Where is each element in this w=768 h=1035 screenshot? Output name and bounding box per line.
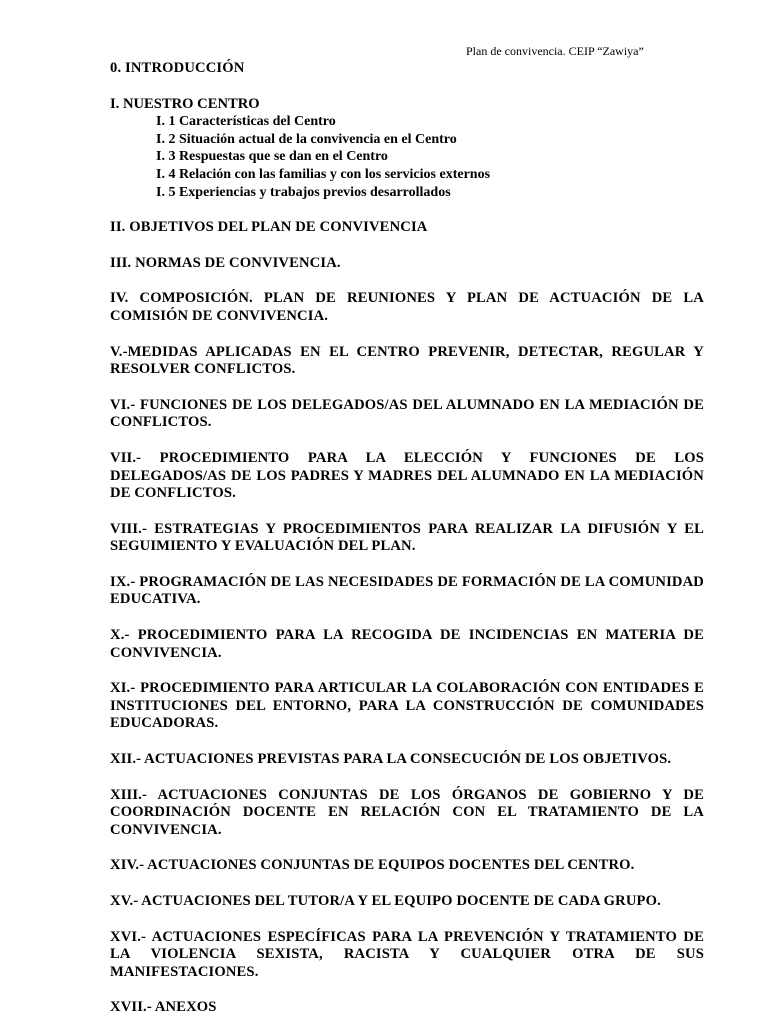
toc-item: IX.- PROGRAMACIÓN DE LAS NECESIDADES DE FORMACIÓN DE LA COMUNIDAD EDUCATIVA. [110, 573, 704, 608]
toc-subitem: I. 1 Características del Centro [156, 114, 336, 130]
toc-subitem: I. 4 Relación con las familias y con los servicios externos [156, 166, 491, 182]
toc-item-nuestro-centro: I. NUESTRO CENTRO [110, 95, 260, 112]
toc-item: VI.- FUNCIONES DE LOS DELEGADOS/AS DEL ALUMNADO EN LA MEDIACIÓN DE CONFLICTOS. [110, 396, 704, 431]
toc-item: XVII.- ANEXOS [110, 999, 217, 1016]
toc-item: XII.- ACTUACIONES PREVISTAS PARA LA CONSECUCIÓN DE LOS OBJETIVOS. [110, 751, 672, 768]
toc-item: II. OBJETIVOS DEL PLAN DE CONVIVENCIA [110, 219, 428, 236]
toc-item: IV. COMPOSICIÓN. PLAN DE REUNIONES Y PLAN DE ACTUACIÓN DE LA COMISIÓN DE CONVIVENCIA. [110, 290, 704, 324]
toc-section-nuestro-centro [110, 96, 704, 202]
toc-item: XV.- ACTUACIONES DEL TUTOR/A Y EL EQUIPO DOCENTE DE CADA GRUPO. [110, 893, 661, 909]
toc-item: XI.- PROCEDIMIENTO PARA ARTICULAR LA COLABORACIÓN CON ENTIDADES E INSTITUCIONES DEL ENTORNO, PARA LA CONSTRUCCIÓN DE COMUNIDADES EDUCADORAS. [110, 680, 704, 732]
table-of-contents [110, 60, 704, 1035]
toc-item: XIV.- ACTUACIONES CONJUNTAS DE EQUIPOS DOCENTES DEL CENTRO. [110, 857, 635, 874]
toc-item: III. NORMAS DE CONVIVENCIA. [110, 254, 341, 271]
toc-item: VIII.- ESTRATEGIAS Y PROCEDIMIENTOS PARA REALIZAR LA DIFUSIÓN Y EL SEGUIMIENTO Y EVALUACIÓN DEL PLAN. [110, 520, 704, 555]
toc-subitem: I. 3 Respuestas que se dan en el Centro [156, 149, 388, 165]
toc-sublist [110, 113, 704, 201]
toc-item: XVI.- ACTUACIONES ESPECÍFICAS PARA LA PREVENCIÓN Y TRATAMIENTO DE LA VIOLENCIA SEXISTA, RACISTA Y CUALQUIER OTRA DE SUS MANIFESTACIONES. [110, 928, 704, 980]
toc-item: VII.- PROCEDIMIENTO PARA LA ELECCIÓN Y FUNCIONES DE LOS DELEGADOS/AS DE LOS PADRES Y MADRES DEL ALUMNADO EN LA MEDIACIÓN DE CONFLICTOS. [110, 449, 704, 502]
toc-subitem: I. 2 Situación actual de la convivencia en el Centro [156, 131, 457, 147]
toc-subitem: I. 5 Experiencias y trabajos previos desarrollados [156, 184, 451, 200]
page-header: Plan de convivencia. CEIP “Zawiya” [466, 44, 644, 58]
toc-item-introduccion: 0. INTRODUCCIÓN [110, 60, 245, 76]
toc-item: V.-MEDIDAS APLICADAS EN EL CENTRO PREVENIR, DETECTAR, REGULAR Y RESOLVER CONFLICTOS. [110, 343, 704, 378]
toc-item: XIII.- ACTUACIONES CONJUNTAS DE LOS ÓRGANOS DE GOBIERNO Y DE COORDINACIÓN DOCENTE EN RELACIÓN CON EL TRATAMIENTO DE LA CONVIVENCIA. [110, 786, 704, 838]
toc-item: X.- PROCEDIMIENTO PARA LA RECOGIDA DE INCIDENCIAS EN MATERIA DE CONVIVENCIA. [110, 627, 704, 661]
